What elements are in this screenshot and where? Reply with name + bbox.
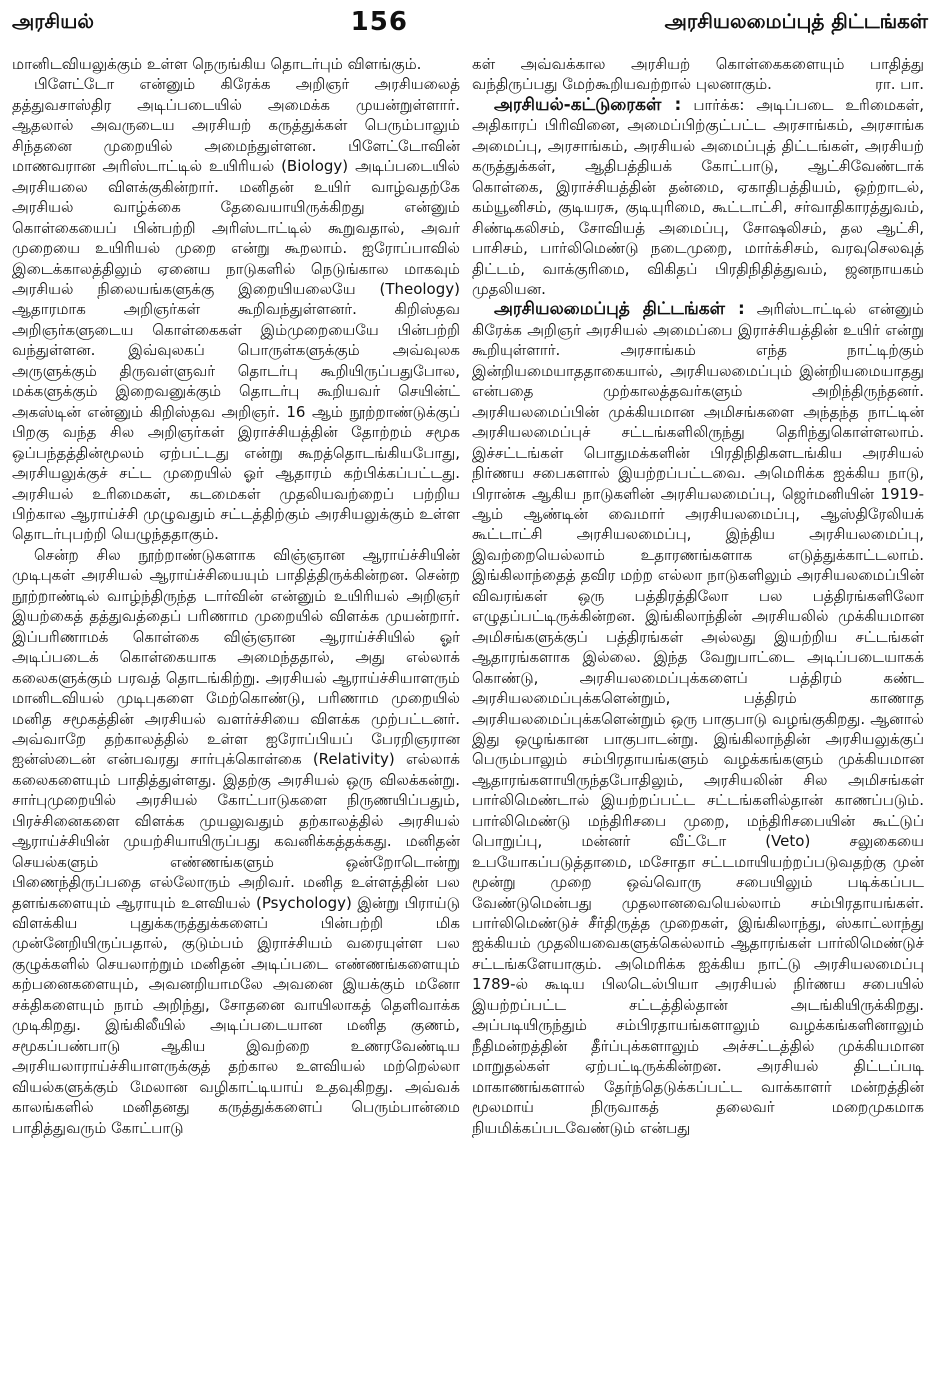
author-signature: ரா. பா. bbox=[875, 75, 924, 94]
left-column bbox=[12, 54, 460, 1364]
continuation-paragraph bbox=[472, 54, 924, 95]
running-head-right: அரசியலமைப்புத் திட்டங்கள் bbox=[664, 8, 928, 33]
entry-body: பார்க்க: அடிப்படை உரிமைகள், அதிகாரப் பிரிவினை, அமைப்பிற்குட்பட்ட அரசாங்கம், அரசாங்க அமைப்பு, அரசாங்கம், அரசியல் அமைப்புத் திட்டங்கள், அரசியற் கருத்துக்கள், ஆதிபத்தியக் கோட்பாடு, ஆட்சிவேண்டாக் கொள்கை, இராச்சியத்தின் தன்மை, ஏகாதிபத்தியம், ஒற்றாடல், கம்யூனிசம், குடியரசு, குடியுரிமை, கூட்டாட்சி, சர்வாதிகாரத்துவம், சிண்டிகலிசம், சோவியத் அமைப்பு, சோஷலிசம், தல ஆட்சி, பாசிசம், பார்லிமெண்டு நடைமுறை, மார்க்சிசம், வரவுசெலவுத் திட்டம், வாக்குரிமை, விகிதப் பிரதிநிதித்துவம், ஜனநாயகம் முதலியன. bbox=[472, 95, 924, 298]
running-head-left: அரசியல் bbox=[12, 8, 94, 33]
entry-heading: அரசியல்-கட்டுரைகள் : bbox=[494, 94, 682, 115]
entry-body: அரிஸ்டாட்டில் என்னும் கிரேக்க அறிஞர் அரசியல் அமைப்பை இராச்சியத்தின் உயிர் என்று கூறியுள்ளார். அரசாங்கம் எந்த நாட்டிற்கும் இன்றியமையாததாகையால், அரசியலமைப்பும் இன்றியமையாதது என்பதை முற்காலத்தவர்களும் அறிந்திருந்தனர். அரசியலமைப்பின் முக்கியமான அமிசங்களை அந்தந்த நாட்டின் அரசியலமைப்புச் சட்டங்களிலிருந்து தெரிந்துகொள்ளலாம். இச்சட்டங்கள் பொதுமக்களின் பிரதிநிதிகளடங்கிய அரசியல் நிர்ணய சபைகளால் இயற்றப்பட்டவை. அமெரிக்க ஐக்கிய நாடு, பிரான்சு ஆகிய நாடுகளின் அரசியலமைப்பு, ஜெர்மனியின் 1919-ஆம் ஆண்டின் வைமார் அரசியலமைப்பு, ஆஸ்திரேலியக் கூட்டாட்சி அரசியலமைப்பு, இந்திய அரசியலமைப்பு, இவற்றையெல்லாம் உதாரணங்களாக எடுத்துக்காட்டலாம். இங்கிலாந்தைத் தவிர மற்ற எல்லா நாடுகளிலும் அரசியலமைப்பின் விவரங்கள் ஒரு பத்திரத்திலோ பல பத்திரங்களிலோ எழுதப்பட்டிருக்கின்றன. இங்கிலாந்தின் அரசியலில் முக்கியமான அமிசங்களுக்குப் பத்திரங்கள் அல்லது இயற்றிய சட்டங்கள் ஆதாரங்களாக இல்லை. இந்த வேறுபாட்டை அடிப்படையாகக் கொண்டு, அரசியலமைப்புக்களைப் பத்திரம் கண்ட அரசியலமைப்புக்களென்றும், பத்திரம் காணாத அரசியலமைப்புக்களென்றும் ஒரு பாகுபாடு வழங்குகிறது. ஆனால் இது ஒழுங்கான பாகுபாடன்று. இங்கிலாந்தின் அரசியலுக்குப் பெரும்பாலும் சம்பிரதாயங்களும் வழக்கங்களும் முக்கியமான ஆதாரங்களாயிருந்தபோதிலும், அரசியலின் சில அமிசங்கள் பார்லிமெண்டால் இயற்றப்பட்ட சட்டங்களில்தான் காணப்படும். பார்லிமெண்டு மந்திரிசபை முறை, மந்திரிசபையின் கூட்டுப் பொறுப்பு, மன்னர் வீட்டோ (Veto) சலுகையை உபயோகப்படுத்தாமை, மசோதா சட்டமாயியற்றப்படுவதற்கு முன் மூன்று முறை ஒவ்வொரு சபையிலும் படிக்கப்பட வேண்டுமென்பது முதலானவையெல்லாம் சம்பிரதாயங்கள். பார்லிமெண்டுச் சீர்திருத்த முறைகள், இங்கிலாந்து, ஸ்காட்லாந்து ஐக்கியம் முதலியவைகளுக்கெல்லாம் ஆதாரங்கள் பார்லிமெண்டுச் சட்டங்களேயாகும். அமெரிக்க ஐக்கிய நாட்டு அரசியலமைப்பு 1789-ல் கூடிய பிலடெல்பியா அரசியல் நிர்ணய சபையில் இயற்றப்பட்ட சட்டத்தில்தான் அடங்கியிருக்கிறது. அப்படியிருந்தும் சம்பிரதாயங்களாலும் வழக்கங்களினாலும் நீதிமன்றத்தின் தீர்ப்புக்களாலும் அச்சட்டத்தில் முக்கியமான மாறுதல்கள் ஏற்பட்டிருக்கின்றன. அரசியல் திட்டப்படி மாகாணங்களால் தேர்ந்தெடுக்கப்பட்ட வாக்காளர் மன்றத்தின் மூலமாய் நிருவாகத் தலைவர் மறைமுகமாக நியமிக்கப்படவேண்டும் என்பது bbox=[472, 300, 924, 1137]
running-head bbox=[12, 4, 928, 40]
paragraph: மானிடவியலுக்கும் உள்ள நெருங்கிய தொடர்பும் விளங்கும். bbox=[12, 55, 422, 73]
entry-articles bbox=[472, 95, 924, 300]
right-column bbox=[472, 54, 924, 1364]
paragraph: பிளேட்டோ என்னும் கிரேக்க அறிஞர் அரசியலைத் தத்துவசாஸ்திர அடிப்படையில் அமைக்க முயன்றுள்ளார். ஆதலால் அவருடைய அரசியற் கருத்துக்கள் பெரும்பாலும் சிந்தனை முறையில் அமைந்துள்ளன. பிளேட்டோவின் மாணவரான அரிஸ்டாட்டில் உயிரியல் (Biology) அடிப்படையில் அரசியலை விளக்குகின்றார். மனிதன் உயிர் வாழ்வதற்கே அரசியல் வாழ்க்கை தேவையாயிருக்கிறது என்னும் கொள்கையைப் பின்பற்றி அரிஸ்டாட்டில் கூறுவதால், அவர் முறையை உயிரியல் முறை என்று கூறலாம். ஐரோப்பாவில் இடைக்காலத்திலும் ஏனைய நாடுகளில் நெடுங்கால மாகவும் அரசியல் நிலையங்களுக்கு இறையியலையே (Theology) ஆதாரமாக அறிஞர்கள் கூறிவந்துள்ளனர். கிறிஸ்தவ அறிஞர்களுடைய கொள்கைகள் இம்முறையையே பின்பற்றி வந்துள்ளன. இவ்வுலகப் பொருள்களுக்கும் அவ்வுலக அருளுக்கும் திருவள்ளுவர் தொடர்பு கூறியிருப்பதுபோல, மக்களுக்கும் இறைவனுக்கும் தொடர்பு கூறியவர் செயின்ட் அகஸ்டின் என்னும் கிறிஸ்தவ அறிஞர். 16 ஆம் நூற்றாண்டுக்குப் பிறகு வந்த சில அறிஞர்கள் இராச்சியத்தின் தோற்றம் சமூக ஒப்பந்தத்தின்மூலம் ஏற்பட்டது என்று கூறத்தொடங்கியபோது, அரசியலுக்குச் சட்ட முறையில் ஓர் ஆதாரம் கற்பிக்கப்பட்டது. அரசியல் உரிமைகள், கடமைகள் முதலியவற்றைப் பற்றிய பிற்கால ஆராய்ச்சி முழுவதும் சட்டத்திற்கும் அரசியலுக்கும் உள்ள தொடர்புபற்றி யெழுந்ததாகும். bbox=[12, 75, 460, 544]
page-number: 156 bbox=[350, 7, 408, 37]
entry-heading: அரசியலமைப்புத் திட்டங்கள் : bbox=[494, 299, 745, 320]
paragraph: சென்ற சில நூற்றாண்டுகளாக விஞ்ஞான ஆராய்ச்சியின் முடிபுகள் அரசியல் ஆராய்ச்சியையும் பாதித்திருக்கின்றன. சென்ற நூற்றாண்டில் வாழ்ந்திருந்த டார்வின் என்னும் உயிரியல் அறிஞர் இயற்கைத் தத்துவத்தைப் பரிணாம முறையில் விளக்க முயன்றார். இப்பரிணாமக் கொள்கை விஞ்ஞான ஆராய்ச்சியில் ஓர் அடிப்படைக் கொள்கையாக அமைந்ததால், அது எல்லாக் கலைகளுக்கும் பரவத் தொடங்கிற்று. அரசியல் ஆராய்ச்சியாளரும் மானிடவியல் முடிபுகளை மேற்கொண்டு, பரிணாம முறையில் மனித சமூகத்தின் அரசியல் வளர்ச்சியை விளக்க முற்பட்டனர். அவ்வாறே தற்காலத்தில் உள்ள ஐரோப்பியப் பேரறிஞரான ஐன்ஸ்டைன் என்பவரது சார்புக்கொள்கை (Relativity) எல்லாக் கலைகளையும் பாதித்துள்ளது. இதற்கு அரசியல் ஒரு விலக்கன்று. சார்புமுறையில் அரசியல் கோட்பாடுகளை நிருணயிப்பதும், பிரச்சினைகளை விளக்க முயலுவதும் தற்காலத்தில் அரசியல் ஆராய்ச்சியின் முயற்சியாயிருப்பது கவனிக்கத்தக்கது. மனிதன் செயல்களும் எண்ணங்களும் ஒன்றோடொன்று பிணைந்திருப்பதை எல்லோரும் அறிவர். மனித உள்ளத்தின் பல தளங்களையும் ஆராயும் உளவியல் (Psychology) இன்று பிராய்டு விளக்கிய புதுக்கருத்துக்களைப் பின்பற்றி மிக முன்னேறியிருப்பதால், குடும்பம் இராச்சியம் வரையுள்ள பல குழுக்களில் செயலாற்றும் மனிதன் அடிப்படை எண்ணங்களையும் கற்பனைகளையும், அவனறியாமலே அவனை இயக்கும் மனோ சக்திகளையும் நாம் அறிந்து, சோதனை வாயிலாகத் தெளிவாக்க முடிகிறது. இங்கிலீயில் அடிப்படையான மனித குணம், சமூகப்பண்பாடு ஆகிய இவற்றை உணரவேண்டிய அரசியலாராய்ச்சியாளருக்குத் தற்கால உளவியல் மற்றெல்லா வியல்களுக்கும் மேலான வழிகாட்டியாய் உதவுகிறது. அவ்வக் காலங்களில் மனிதனது கருத்துக்களைப் பெரும்பான்மை பாதித்துவரும் கோட்பாடு bbox=[12, 545, 460, 1137]
continuation-text: கள் அவ்வக்கால அரசியற் கொள்கைகளையும் பாதித்து வந்திருப்பது மேற்கூறியவற்றால் புலனாகும். bbox=[472, 55, 924, 94]
entry-constitutions bbox=[472, 299, 924, 1138]
